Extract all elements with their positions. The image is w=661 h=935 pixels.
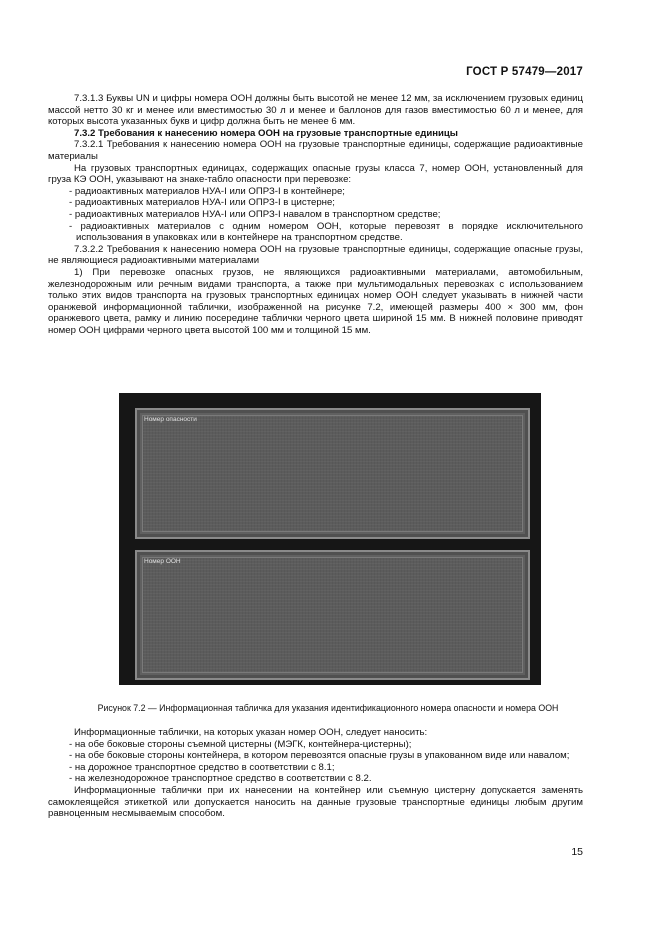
list-item: - радиоактивных материалов НУА-I или ОПРЗ-I в цистерне; <box>69 197 335 209</box>
paragraph-item-1: 1) При перевозке опасных грузов, не являющихся радиоактивными материалами, автомобильным, железнодорожным или речным видами транспорта, а также при мультимодальных перевозках с использованием только этих видов транспорта на грузовых транспортных единицах номер ООН следует указывать в нижней части оранжевой информационной таблички, изображенной на рисунке 7.2, имеющей размеры 400 × 300 мм, фон оранжевого цвета, рамку и линию посередине таблички черного цвета шириной 15 мм. В нижней половине приводят номер ООН цифрами черного цвета высотой 100 мм и толщиной 15 мм. <box>48 266 583 336</box>
paragraph-7-3-1-3: 7.3.1.3 Буквы UN и цифры номера ООН должны быть высотой не менее 12 мм, за исключением грузовых единиц массой нетто 30 кг и менее или вместимостью 30 л и менее и баллонов для газов вместимостью 60 л и менее, для которых высота указанных букв и цифр должна быть не менее 6 мм. <box>48 93 583 128</box>
info-plate-bottom <box>135 550 530 680</box>
paragraph-class-7: На грузовых транспортных единицах, содержащих опасные грузы класса 7, номер ООН, установленный для груза КЭ ООН, указывают на знаке-табло опасности при перевозке: <box>48 162 583 186</box>
body-text <box>48 93 583 336</box>
list-item: - радиоактивных материалов НУА-I или ОПРЗ-I навалом в транспортном средстве; <box>69 208 441 220</box>
page-number: 15 <box>571 846 583 858</box>
list-item: - радиоактивных материалов с одним номером ООН, которые перевозят в порядке исключительного использования в упаковках или в контейнере на транспортном средстве. <box>69 220 583 244</box>
un-number-label: Номер ООН <box>144 558 181 565</box>
body-text-after-figure <box>48 727 583 820</box>
figure-7-2-image <box>119 393 541 685</box>
document-header: ГОСТ Р 57479—2017 <box>466 66 583 78</box>
paragraph-self-adhesive: Информационные таблички при их нанесении на контейнер или съемную цистерну допускается заменять самоклеящейся этикеткой или допускается наносить на данные грузовые транспортные единицы любым другим равноценным несмываемым способом. <box>48 784 583 820</box>
list-item: - радиоактивных материалов НУА-I или ОПРЗ-I в контейнере; <box>69 185 345 197</box>
list-item: - на дорожное транспортное средство в соответствии с 8.1; <box>69 761 335 773</box>
paragraph-7-3-2-2: 7.3.2.2 Требования к нанесению номера ООН на грузовые транспортные единицы, содержащие опасные грузы, не являющиеся радиоактивными материалами <box>48 243 583 267</box>
hazard-number-label: Номер опасности <box>144 416 197 423</box>
list-item: - на обе боковые стороны контейнера, в котором перевозятся опасные грузы в упакованном виде или навалом; <box>69 750 570 762</box>
list-item: - на железнодорожное транспортное средство в соответствии с 8.2. <box>69 773 372 785</box>
list-item: - на обе боковые стороны съемной цистерны (МЭГК, контейнера-цистерны); <box>69 738 412 750</box>
figure-caption: Рисунок 7.2 — Информационная табличка для указания идентификационного номера опасности и номера ООН <box>97 703 559 713</box>
section-heading-7-3-2: 7.3.2 Требования к нанесению номера ООН на грузовые транспортные единицы <box>74 127 459 139</box>
info-plate-top <box>135 408 530 539</box>
paragraph-placement: Информационные таблички, на которых указан номер ООН, следует наносить: <box>74 727 428 738</box>
paragraph-7-3-2-1: 7.3.2.1 Требования к нанесению номера ООН на грузовые транспортные единицы, содержащие радиоактивные материалы <box>48 139 583 162</box>
